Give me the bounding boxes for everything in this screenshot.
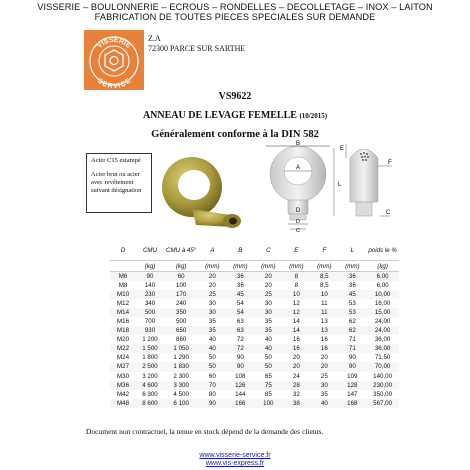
table-cell: 350 <box>164 308 198 317</box>
table-unit-cell: (mm) <box>226 261 254 272</box>
table-cell: 140 <box>136 281 164 290</box>
table-cell: 1 800 <box>136 353 164 362</box>
table-cell: M42 <box>110 390 136 399</box>
table-cell: 40 <box>310 399 338 408</box>
table-cell: 35 <box>198 326 226 335</box>
table-unit-cell <box>110 261 136 272</box>
table-row <box>110 362 399 371</box>
table-cell: 1 830 <box>164 362 198 371</box>
table-row <box>110 353 399 362</box>
table-cell: 126 <box>226 381 254 390</box>
table-cell: 2 300 <box>164 372 198 381</box>
table-cell: M14 <box>110 308 136 317</box>
table-cell: 50 <box>254 353 282 362</box>
table-cell: 13 <box>310 326 338 335</box>
table-cell: 36,00 <box>366 335 399 344</box>
table-unit-cell: (kg) <box>164 261 198 272</box>
table-cell: 36 <box>226 272 254 282</box>
table-cell: 25 <box>198 290 226 299</box>
disclaimer-note: Document non contractuel, la tenue en stock dépend de la demande des clients. <box>86 427 324 436</box>
table-cell: 36,00 <box>366 344 399 353</box>
table-cell: 71,50 <box>366 353 399 362</box>
table-cell: 20 <box>254 272 282 282</box>
table-cell: 10 <box>282 290 310 299</box>
table-cell: M48 <box>110 399 136 408</box>
table-header-cell: poids le % <box>366 240 399 261</box>
table-cell: 50 <box>254 362 282 371</box>
address-line-1: Z.A <box>148 34 161 43</box>
table-cell: 6,00 <box>366 281 399 290</box>
table-cell: 16 <box>282 344 310 353</box>
header-line-1: VISSERIE – BOULONNERIE – ECROUS – RONDELLES – DECOLLETAGE – INOX – LAITON <box>37 2 433 12</box>
table-cell: M27 <box>110 362 136 371</box>
table-header-cell: F <box>310 240 338 261</box>
table-cell: 35 <box>310 390 338 399</box>
table-cell: 72 <box>226 344 254 353</box>
table-header-cell: CMU <box>136 240 164 261</box>
table-row <box>110 335 399 344</box>
table-cell: 11 <box>310 299 338 308</box>
table-cell: 70,00 <box>366 362 399 371</box>
table-cell: 24,00 <box>366 317 399 326</box>
table-row <box>110 372 399 381</box>
table-header-cell: E <box>282 240 310 261</box>
table-cell: 4 500 <box>164 390 198 399</box>
table-cell: M8 <box>110 281 136 290</box>
table-header-cell: CMU à 45° <box>164 240 198 261</box>
table-cell: 15,00 <box>366 308 399 317</box>
dim-c-label: C <box>296 228 300 232</box>
materials-box <box>86 153 152 213</box>
dim-f-label: F <box>388 160 392 166</box>
table-cell: M24 <box>110 353 136 362</box>
table-cell: 36 <box>226 281 254 290</box>
table-cell: 14 <box>282 317 310 326</box>
table-cell: 40 <box>198 344 226 353</box>
table-cell: 71 <box>338 335 366 344</box>
table-unit-cell: (kg) <box>366 261 399 272</box>
table-header-cell: D <box>110 240 136 261</box>
eye-nut-photo <box>152 147 252 232</box>
table-cell: 24 <box>282 372 310 381</box>
table-cell: 35 <box>254 326 282 335</box>
table-cell: 8 <box>282 281 310 290</box>
table-cell: 240 <box>164 299 198 308</box>
table-cell: M6 <box>110 272 136 282</box>
table-unit-cell: (mm) <box>254 261 282 272</box>
table-cell: 700 <box>136 317 164 326</box>
table-cell: 60 <box>164 272 198 282</box>
table-cell: 32 <box>282 390 310 399</box>
dim-a-label: A <box>295 165 301 171</box>
table-cell: 90 <box>226 362 254 371</box>
table-unit-cell: (mm) <box>282 261 310 272</box>
table-cell: 70 <box>198 381 226 390</box>
product-ref: VS9622 <box>218 91 252 102</box>
table-cell: 16 <box>282 335 310 344</box>
table-cell: 20 <box>254 281 282 290</box>
table-unit-cell: (mm) <box>198 261 226 272</box>
table-cell: 100 <box>254 399 282 408</box>
table-header-row <box>110 240 399 261</box>
table-cell: 10,00 <box>366 290 399 299</box>
table-cell: 45 <box>338 290 366 299</box>
table-cell: 650 <box>164 326 198 335</box>
table-cell: 62 <box>338 317 366 326</box>
table-cell: 90 <box>338 353 366 362</box>
table-cell: 930 <box>136 326 164 335</box>
table-cell: 50 <box>198 353 226 362</box>
table-cell: 109 <box>338 372 366 381</box>
table-unit-cell: (kg) <box>136 261 164 272</box>
table-cell: 230 <box>136 290 164 299</box>
table-row <box>110 390 399 399</box>
table-cell: 128 <box>338 381 366 390</box>
table-cell: 350,00 <box>366 390 399 399</box>
table-cell: 500 <box>136 308 164 317</box>
table-cell: 6 300 <box>136 390 164 399</box>
dim-b-label: B <box>295 141 301 147</box>
table-cell: 25 <box>310 372 338 381</box>
table-cell: 71 <box>338 344 366 353</box>
header-line-2: FABRICATION DE TOUTES PIECES SPECIALES SUR DEMANDE <box>94 12 376 22</box>
table-cell: 20 <box>198 272 226 282</box>
table-cell: 20 <box>198 281 226 290</box>
table-cell: 62 <box>338 326 366 335</box>
table-cell: 30 <box>254 299 282 308</box>
table-cell: 1 500 <box>136 344 164 353</box>
table-cell: 230,00 <box>366 381 399 390</box>
table-unit-cell: (mm) <box>338 261 366 272</box>
table-cell: 147 <box>338 390 366 399</box>
table-cell: M20 <box>110 335 136 344</box>
table-cell: 54 <box>226 308 254 317</box>
table-row <box>110 381 399 390</box>
product-title-text: ANNEAU DE LEVAGE FEMELLE <box>142 110 297 121</box>
table-cell: 35 <box>254 317 282 326</box>
table-cell: 2 500 <box>136 362 164 371</box>
dim-l-label: L <box>338 182 342 188</box>
table-cell: 168 <box>338 399 366 408</box>
table-cell: 13 <box>310 317 338 326</box>
table-cell: 40 <box>198 335 226 344</box>
table-cell: 20 <box>310 353 338 362</box>
material-line-1: Acier C15 estampé <box>91 157 141 164</box>
table-cell: 567,00 <box>366 399 399 408</box>
table-cell: 75 <box>254 381 282 390</box>
table-cell: 4 600 <box>136 381 164 390</box>
dim-d2-label: D <box>296 219 300 225</box>
table-cell: M36 <box>110 381 136 390</box>
table-cell: 90 <box>338 362 366 371</box>
table-cell: 54 <box>226 299 254 308</box>
table-cell: 170 <box>164 290 198 299</box>
table-cell: 860 <box>164 335 198 344</box>
table-cell: 24,00 <box>366 326 399 335</box>
table-cell: 1 290 <box>164 353 198 362</box>
table-row <box>110 326 399 335</box>
dim-c2-label: C <box>386 210 391 216</box>
table-header-cell: A <box>198 240 226 261</box>
table-cell: 65 <box>254 372 282 381</box>
table-cell: 10 <box>310 290 338 299</box>
table-cell: 12 <box>282 299 310 308</box>
table-row <box>110 399 399 408</box>
table-cell: 100 <box>164 281 198 290</box>
table-cell: M30 <box>110 372 136 381</box>
table-cell: 6 100 <box>164 399 198 408</box>
table-cell: 3 300 <box>164 381 198 390</box>
footer-link-visserie-service[interactable]: www.visserie-service.fr <box>199 452 271 459</box>
table-header-cell: B <box>226 240 254 261</box>
table-cell: 8 600 <box>136 399 164 408</box>
table-cell: 25 <box>254 290 282 299</box>
table-cell: 60 <box>198 372 226 381</box>
table-cell: M18 <box>110 326 136 335</box>
table-body <box>110 261 399 408</box>
table-cell: 53 <box>338 299 366 308</box>
table-cell: 30 <box>254 308 282 317</box>
table-cell: 12 <box>282 308 310 317</box>
table-cell: 40 <box>254 344 282 353</box>
table-row <box>110 317 399 326</box>
table-cell: 36 <box>338 281 366 290</box>
table-cell: 16 <box>310 335 338 344</box>
table-cell: M22 <box>110 344 136 353</box>
table-cell: 3 200 <box>136 372 164 381</box>
table-cell: 90 <box>136 272 164 282</box>
table-row <box>110 344 399 353</box>
dim-e-label: E <box>339 146 344 152</box>
table-row <box>110 308 399 317</box>
table-cell: 30 <box>310 381 338 390</box>
table-cell: 144 <box>226 390 254 399</box>
table-cell: 8 <box>282 272 310 282</box>
table-header-cell: L <box>338 240 366 261</box>
product-title <box>0 110 470 121</box>
table-cell: 340 <box>136 299 164 308</box>
table-unit-cell: (mm) <box>310 261 338 272</box>
table-cell: 6,00 <box>366 272 399 282</box>
table-cell: 8,5 <box>310 281 338 290</box>
table-row <box>110 290 399 299</box>
logo-text-bottom: SERVICE <box>95 77 133 90</box>
table-cell: 85 <box>254 390 282 399</box>
footer-link-vis-express[interactable]: www.vis-express.fr <box>205 460 265 467</box>
table-cell: 11 <box>310 308 338 317</box>
table-cell: 36 <box>338 272 366 282</box>
table-cell: 40 <box>254 335 282 344</box>
logo-text-top: VISSERIE <box>96 36 132 50</box>
table-cell: 1 200 <box>136 335 164 344</box>
table-cell: 35 <box>198 317 226 326</box>
table-cell: 28 <box>282 381 310 390</box>
table-cell: 30 <box>198 299 226 308</box>
table-cell: 38 <box>282 399 310 408</box>
table-row <box>110 299 399 308</box>
table-cell: 90 <box>226 353 254 362</box>
table-cell: M10 <box>110 290 136 299</box>
table-cell: 1 050 <box>164 344 198 353</box>
table-cell: 80 <box>198 390 226 399</box>
table-cell: 500 <box>164 317 198 326</box>
conformity-text: Généralement conforme à la DIN 582 <box>151 129 319 140</box>
table-row <box>110 272 399 282</box>
table-header-cell: C <box>254 240 282 261</box>
technical-drawing <box>260 138 400 232</box>
table-cell: 72 <box>226 335 254 344</box>
table-cell: M12 <box>110 299 136 308</box>
table-units-row <box>110 261 399 272</box>
table-cell: 8,5 <box>310 272 338 282</box>
table-cell: 16,00 <box>366 299 399 308</box>
table-cell: 166 <box>226 399 254 408</box>
table-row <box>110 281 399 290</box>
table-cell: 90 <box>198 399 226 408</box>
product-title-note: (10/2015) <box>299 112 328 120</box>
material-line-2: Acier brut ou acier avec revêtement suivant désignation <box>91 171 142 194</box>
table-cell: 63 <box>226 326 254 335</box>
table-cell: 30 <box>198 308 226 317</box>
table-cell: 16 <box>310 344 338 353</box>
address-line-2: 72300 PARCE SUR SARTHE <box>148 44 246 53</box>
table-cell: 63 <box>226 317 254 326</box>
visserie-service-logo <box>84 30 144 90</box>
table-cell: 45 <box>226 290 254 299</box>
table-cell: M16 <box>110 317 136 326</box>
table-cell: 20 <box>282 362 310 371</box>
table-cell: 20 <box>282 353 310 362</box>
table-cell: 108 <box>226 372 254 381</box>
table-cell: 53 <box>338 308 366 317</box>
table-cell: 14 <box>282 326 310 335</box>
table-cell: 50 <box>198 362 226 371</box>
table-cell: 140,00 <box>366 372 399 381</box>
table-cell: 20 <box>310 362 338 371</box>
dimensions-table <box>110 240 399 408</box>
dim-d-label: D <box>295 208 301 214</box>
